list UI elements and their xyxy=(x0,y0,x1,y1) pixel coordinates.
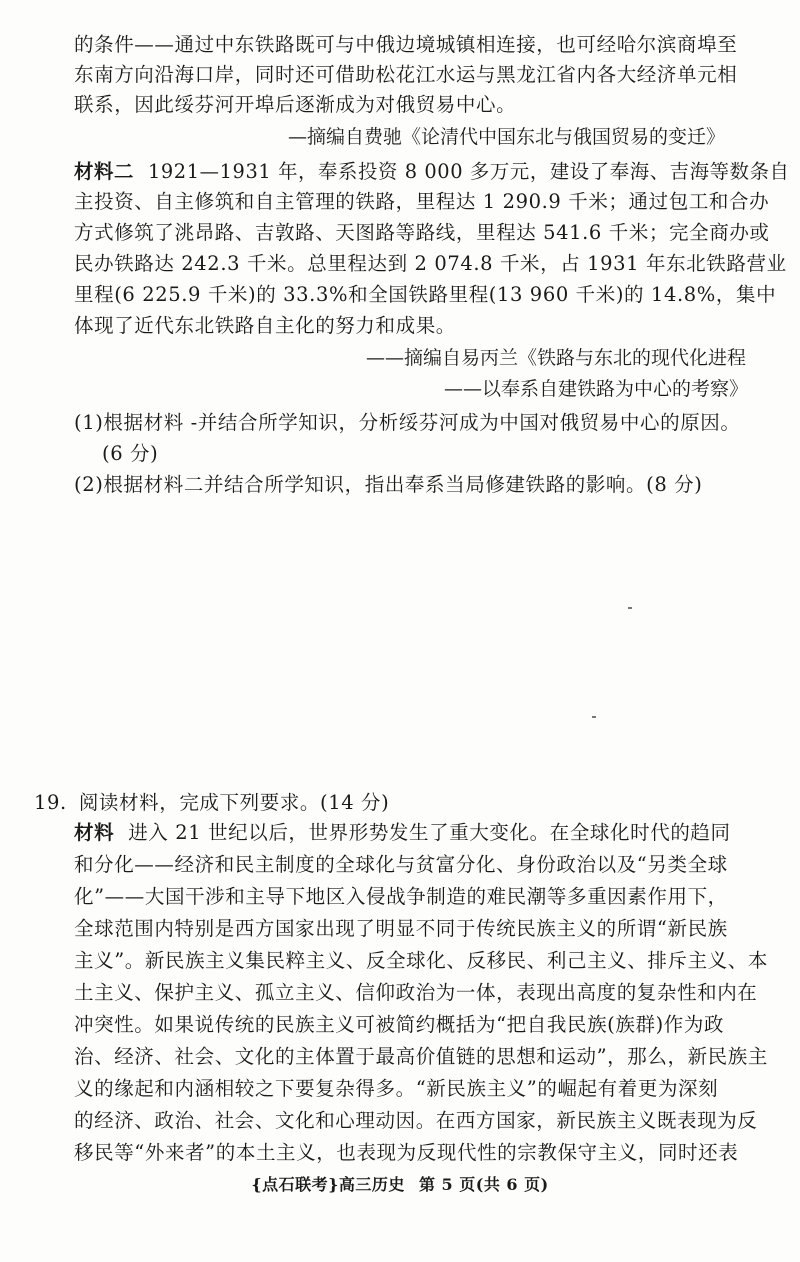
material2-line-4: 民办铁路达 242.3 千米。总里程达到 2 074.8 千米，占 1931 年东北铁路营业 xyxy=(74,252,787,275)
question19-line-7: 冲突性。如果说传统的民族主义可被简约概括为“把自我民族(族群)作为政 xyxy=(74,1013,725,1036)
material2-source-2: ——以奉系自建铁路为中心的考察》 xyxy=(444,378,749,400)
material2-line-6: 体现了近代东北铁路自主化的努力和成果。 xyxy=(74,314,456,337)
material2-line-3: 方式修筑了洮昂路、吉敦路、天图路等路线，里程达 541.6 千米；完全商办或 xyxy=(74,221,770,244)
scan-speck xyxy=(628,607,632,609)
scan-speck xyxy=(592,716,596,718)
question19-prompt: 阅读材料，完成下列要求。(14 分) xyxy=(78,791,390,814)
question19-line-2: 和分化——经济和民主制度的全球化与贫富分化、身份政治以及“另类全球 xyxy=(74,853,728,876)
material2-line-2: 主投资、自主修筑和自主管理的铁路，里程达 1 290.9 千米；通过包工和合办 xyxy=(74,190,770,213)
footer-exam-title: {点石联考}高三历史 xyxy=(251,1175,405,1194)
question18-part1: (1)根据材料 -并结合所学知识，分析绥芬河成为中国对俄贸易中心的原因。 xyxy=(74,411,741,434)
question19-line-10: 的经济、政治、社会、文化和心理动因。在西方国家，新民族主义既表现为反 xyxy=(74,1109,758,1132)
question18-part1-score: (6 分) xyxy=(102,442,159,465)
material2-label: 材料二 xyxy=(74,160,134,183)
question19-line-1 xyxy=(74,821,731,845)
material2-text-1: 1921—1931 年，奉系投资 8 000 多万元，建设了奉海、吉海等数条自 xyxy=(147,160,790,183)
material1-line-1: 的条件——通过中东铁路既可与中俄边境城镇相连接，也可经哈尔滨商埠至 xyxy=(74,33,738,56)
question19-number: 19. xyxy=(34,791,67,814)
material2-line-1 xyxy=(74,160,790,184)
question19-header xyxy=(34,791,389,815)
footer-page-number: 第 5 页(共 6 页) xyxy=(418,1175,549,1194)
question19-line-11: 移民等“外来者”的本土主义，也表现为反现代性的宗教保守主义，同时还表 xyxy=(74,1141,739,1164)
material2-line-5: 里程(6 225.9 千米)的 33.3%和全国铁路里程(13 960 千米)的 14.8%，集中 xyxy=(74,283,777,306)
question19-line-4: 全球范围内特别是西方国家出现了明显不同于传统民族主义的所谓“新民族 xyxy=(74,917,728,940)
material1-line-2: 东南方向沿海口岸，同时还可借助松花江水运与黑龙江省内各大经济单元相 xyxy=(74,63,738,86)
question19-line-6: 土主义、保护主义、孤立主义、信仰政治为一体，表现出高度的复杂性和内在 xyxy=(74,981,758,1004)
question18-part2: (2)根据材料二并结合所学知识，指出奉系当局修建铁路的影响。(8 分) xyxy=(74,473,703,496)
question19-line-5: 主义”。新民族主义集民粹主义、反全球化、反移民、利己主义、排斥主义、本 xyxy=(74,949,768,972)
material1-line-3: 联系，因此绥芬河开埠后逐渐成为对俄贸易中心。 xyxy=(74,93,517,116)
question19-text-1: 进入 21 世纪以后，世界形势发生了重大变化。在全球化时代的趋同 xyxy=(128,821,731,844)
question19-material-label: 材料 xyxy=(74,821,115,844)
material1-source: —摘编自费驰《论清代中国东北与俄国贸易的变迁》 xyxy=(288,126,726,148)
material2-source-1: ——摘编自易丙兰《铁路与东北的现代化进程 xyxy=(366,347,747,369)
question19-line-8: 治、经济、社会、文化的主体置于最高价值链的思想和运动”，那么，新民族主 xyxy=(74,1045,768,1068)
page-footer xyxy=(0,1172,800,1195)
question19-line-3: 化”——大国干涉和主导下地区入侵战争制造的难民潮等多重因素作用下， xyxy=(74,885,728,908)
question19-line-9: 义的缘起和内涵相较之下要复杂得多。“新民族主义”的崛起有着更为深刻 xyxy=(74,1077,719,1100)
